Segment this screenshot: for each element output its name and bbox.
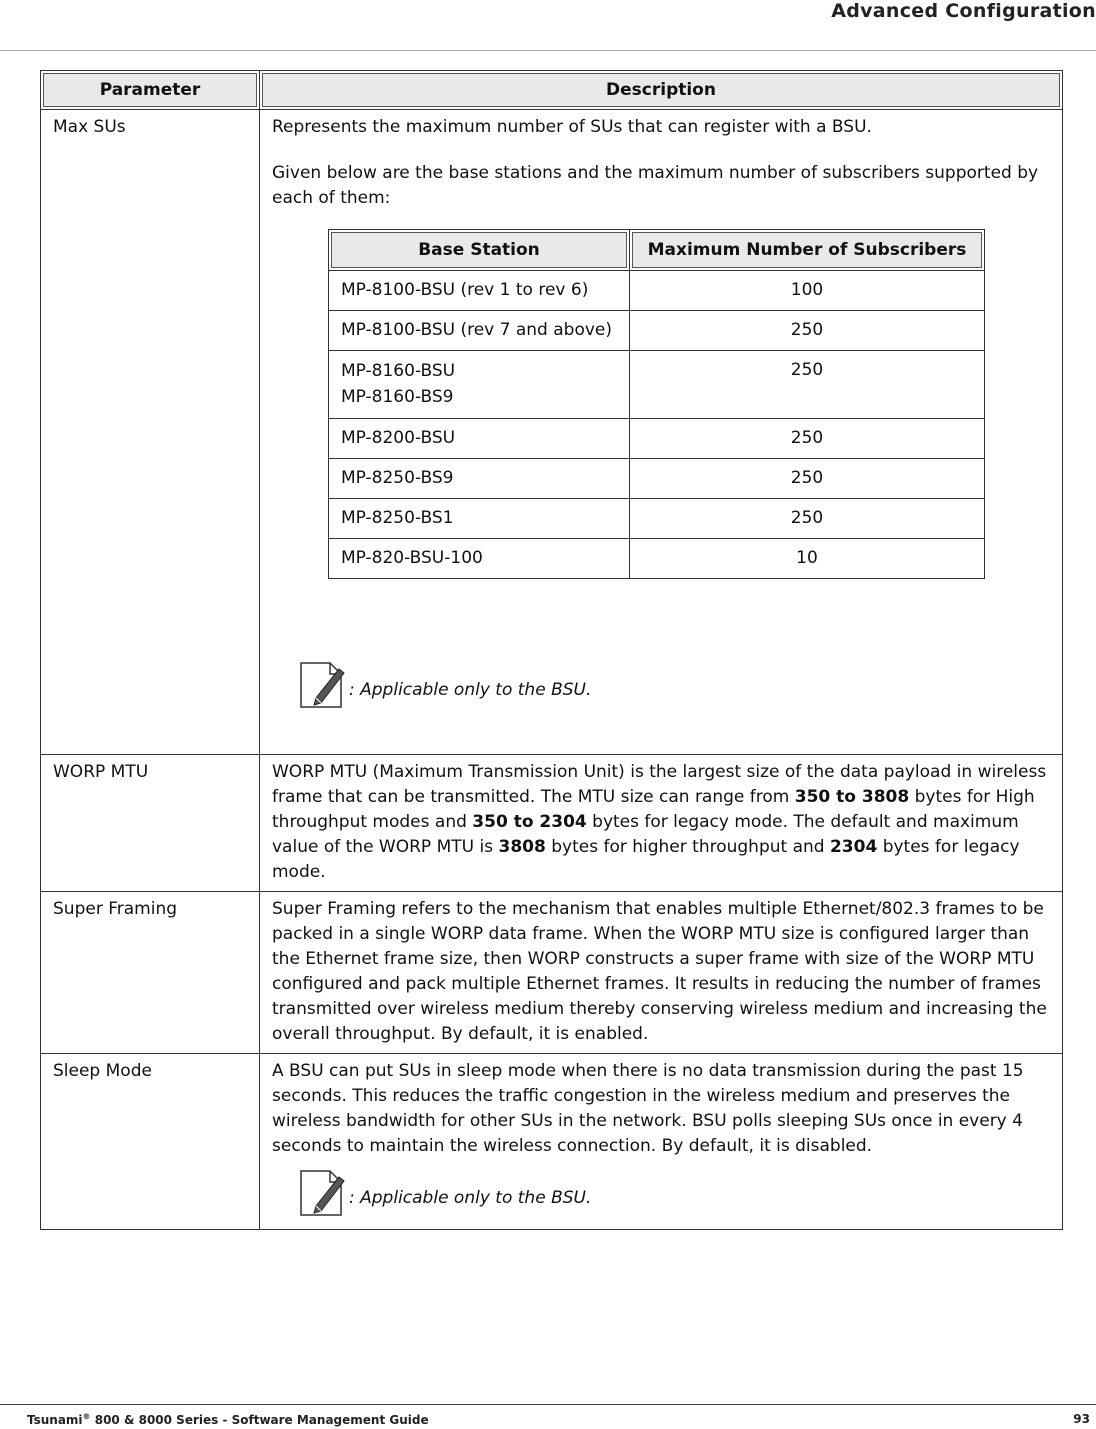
table-row — [41, 892, 1063, 1054]
max-subscribers-cell: 250 — [630, 351, 985, 419]
mtu-default-legacy: 2304 — [829, 837, 878, 857]
base-station-name: MP-8160-BS9 — [341, 387, 454, 407]
max-subscribers-cell: 250 — [630, 459, 985, 499]
note-pencil-icon — [297, 1167, 347, 1219]
note-text: : Applicable only to the BSU. — [349, 1188, 592, 1208]
base-station-cell: MP-8200-BSU — [329, 419, 630, 459]
description-text: Represents the maximum number of SUs that can register with a BSU. — [272, 117, 872, 137]
table-row — [329, 271, 985, 311]
max-subscribers-cell: 250 — [630, 499, 985, 539]
base-station-name: MP-8160-BSU — [341, 361, 456, 381]
description-text: A BSU can put SUs in sleep mode when there is no data transmission during the past 15 seconds. This reduces the traffic congestion in the wireless medium and preserves the wireless bandwidth for other SUs in the network. BSU polls sleeping SUs once in every 4 seconds to maintain the wireless connection. By default, it is disabled. — [272, 1061, 1024, 1156]
parameter-name: WORP MTU — [41, 755, 260, 892]
page-header-title: Advanced Configuration — [831, 0, 1096, 22]
table-row — [329, 419, 985, 459]
mtu-default-high: 3808 — [498, 837, 546, 857]
table-row — [41, 755, 1063, 892]
subtable-header-row — [329, 230, 985, 271]
footer-divider — [0, 1404, 1096, 1405]
parameter-name: Sleep Mode — [41, 1054, 260, 1230]
description-text: WORP MTU (Maximum Transmission Unit) is the largest size of the data payload in wireless frame that can be transmitted. The MTU size can range from 350 to 3808 bytes for High throughput modes and 350 to 2304 bytes for legacy mode. The default and maximum value of the WORP MTU is 3808 bytes for higher throughput and 2304 bytes for legacy mode. — [272, 762, 1047, 882]
note-pencil-icon — [297, 659, 347, 711]
description-text: Given below are the base stations and the maximum number of subscribers supported by each of them: — [272, 163, 1039, 208]
table-row — [329, 539, 985, 579]
table-row — [329, 351, 985, 419]
max-subscribers-cell: 250 — [630, 419, 985, 459]
parameter-description — [260, 110, 1063, 755]
base-station-cell: MP-820-BSU-100 — [329, 539, 630, 579]
base-station-cell — [329, 351, 630, 419]
max-subscribers-cell: 10 — [630, 539, 985, 579]
base-station-cell: MP-8100-BSU (rev 1 to rev 6) — [329, 271, 630, 311]
base-station-table — [328, 229, 985, 579]
max-subscribers-cell: 100 — [630, 271, 985, 311]
note — [297, 1167, 1050, 1219]
table-row — [329, 499, 985, 539]
note-text: : Applicable only to the BSU. — [349, 680, 592, 700]
parameter-description — [260, 892, 1063, 1054]
header-divider — [0, 50, 1096, 51]
max-subscribers-cell: 250 — [630, 311, 985, 351]
base-station-cell: MP-8250-BS1 — [329, 499, 630, 539]
table-row — [41, 110, 1063, 755]
parameter-name: Super Framing — [41, 892, 260, 1054]
column-header-max-subscribers: Maximum Number of Subscribers — [630, 230, 985, 271]
parameter-description — [260, 755, 1063, 892]
footer-book-title: Tsunami® 800 & 8000 Series - Software Management Guide — [27, 1412, 429, 1427]
page-number: 93 — [1073, 1412, 1090, 1426]
column-header-description: Description — [260, 71, 1063, 110]
table-row — [329, 459, 985, 499]
note — [297, 659, 1050, 711]
parameter-name: Max SUs — [41, 110, 260, 755]
table-header-row — [41, 71, 1063, 110]
base-station-cell: MP-8250-BS9 — [329, 459, 630, 499]
parameter-table — [40, 70, 1063, 1230]
table-row — [329, 311, 985, 351]
mtu-range-legacy: 350 to 2304 — [472, 812, 587, 832]
registered-mark: ® — [82, 1412, 91, 1421]
column-header-base-station: Base Station — [329, 230, 630, 271]
column-header-parameter: Parameter — [41, 71, 260, 110]
parameter-description — [260, 1054, 1063, 1230]
base-station-cell: MP-8100-BSU (rev 7 and above) — [329, 311, 630, 351]
description-text: Super Framing refers to the mechanism that enables multiple Ethernet/802.3 frames to be packed in a single WORP data frame. When the WORP MTU size is configured larger than the Ethernet frame size, then WORP constructs a super frame with size of the WORP MTU configured and pack multiple Ethernet frames. It results in reducing the number of frames transmitted over wireless medium thereby conserving wireless medium and increasing the overall throughput. By default, it is enabled. — [272, 899, 1047, 1044]
mtu-range-high: 350 to 3808 — [794, 787, 910, 807]
table-row — [41, 1054, 1063, 1230]
